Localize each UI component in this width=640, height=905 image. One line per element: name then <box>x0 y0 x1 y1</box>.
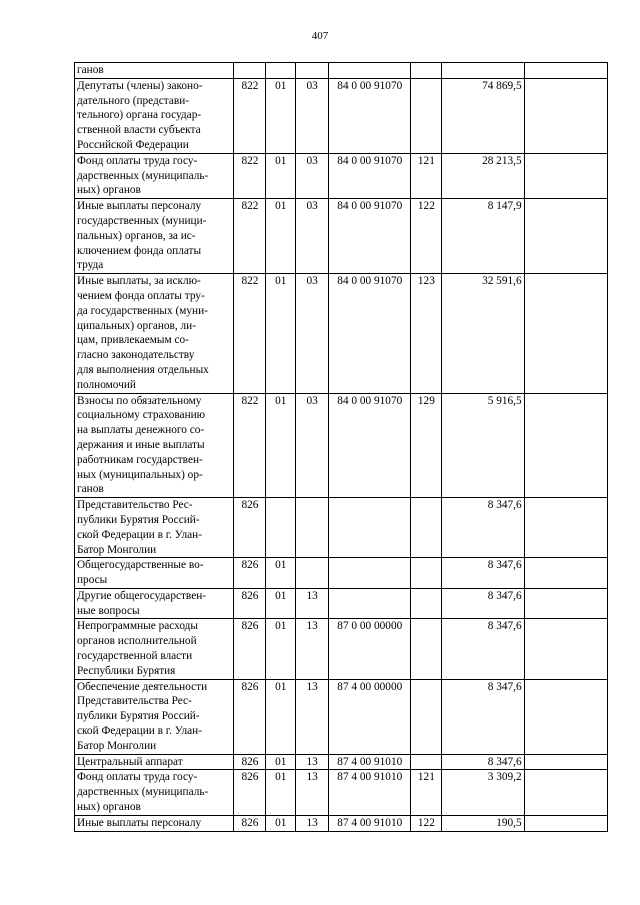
amount-cell: 3 309,2 <box>442 770 524 815</box>
subsection-cell <box>296 558 329 589</box>
table-row <box>75 588 608 619</box>
section-cell: 01 <box>266 153 296 198</box>
target-item-cell <box>329 63 411 79</box>
empty-cell <box>524 78 607 153</box>
budget-code-cell: 826 <box>234 754 266 770</box>
item-name-line: органов исполнительной <box>77 635 197 648</box>
expense-type-cell <box>411 558 442 589</box>
item-name-line: Батор Монголии <box>77 543 157 556</box>
amount-cell: 8 347,6 <box>442 588 524 619</box>
item-name-line: Российской Федерации <box>77 138 189 151</box>
target-item-cell: 87 4 00 91010 <box>329 815 411 831</box>
subsection-cell: 03 <box>296 393 329 498</box>
budget-code-cell: 822 <box>234 78 266 153</box>
item-name-line: Батор Монголии <box>77 739 157 752</box>
target-item-cell: 87 4 00 00000 <box>329 679 411 754</box>
section-cell: 01 <box>266 770 296 815</box>
expense-type-cell <box>411 619 442 679</box>
item-name-line: ключением фонда оплаты <box>77 244 202 257</box>
empty-cell <box>524 153 607 198</box>
empty-cell <box>524 274 607 393</box>
item-name-cell <box>75 498 234 558</box>
item-name-line: Другие общегосударствен- <box>77 589 207 602</box>
item-name-line: работникам государствен- <box>77 453 203 466</box>
item-name-line: ных) органов <box>77 184 141 197</box>
target-item-cell: 84 0 00 91070 <box>329 393 411 498</box>
item-name-line: ных (муниципальных) ор- <box>77 468 203 481</box>
item-name-line: чением фонда оплаты тру- <box>77 289 205 302</box>
budget-code-cell: 826 <box>234 619 266 679</box>
item-name-line: Представительства Рес- <box>77 695 192 708</box>
target-item-cell: 87 4 00 91010 <box>329 754 411 770</box>
subsection-cell <box>296 63 329 79</box>
item-name-line: Фонд оплаты труда госу- <box>77 771 198 784</box>
budget-code-cell: 826 <box>234 770 266 815</box>
amount-cell: 8 347,6 <box>442 558 524 589</box>
table-row <box>75 274 608 393</box>
section-cell: 01 <box>266 754 296 770</box>
amount-cell: 74 869,5 <box>442 78 524 153</box>
expense-type-cell: 121 <box>411 153 442 198</box>
subsection-cell: 03 <box>296 199 329 274</box>
item-name-line: Иные выплаты персоналу <box>77 816 202 829</box>
item-name-line: Представительство Рес- <box>77 499 193 512</box>
item-name-line: ципальных) органов, ли- <box>77 319 196 332</box>
empty-cell <box>524 619 607 679</box>
section-cell: 01 <box>266 393 296 498</box>
amount-cell <box>442 63 524 79</box>
item-name-line: государственной власти <box>77 650 193 663</box>
empty-cell <box>524 815 607 831</box>
subsection-cell: 13 <box>296 770 329 815</box>
budget-code-cell: 822 <box>234 153 266 198</box>
item-name-line: Центральный аппарат <box>77 755 183 768</box>
section-cell: 01 <box>266 199 296 274</box>
subsection-cell: 13 <box>296 679 329 754</box>
subsection-cell: 03 <box>296 153 329 198</box>
budget-code-cell: 826 <box>234 498 266 558</box>
table-row <box>75 199 608 274</box>
budget-table <box>74 62 608 832</box>
item-name-line: Иные выплаты, за исклю- <box>77 275 201 288</box>
item-name-cell <box>75 679 234 754</box>
item-name-line: Общегосударственные во- <box>77 559 204 572</box>
subsection-cell: 13 <box>296 754 329 770</box>
item-name-line: цам, привлекаемым со- <box>77 334 189 347</box>
item-name-line: пальных) органов, за ис- <box>77 229 196 242</box>
item-name-line: на выплаты денежного со- <box>77 424 205 437</box>
subsection-cell: 13 <box>296 619 329 679</box>
target-item-cell: 87 4 00 91010 <box>329 770 411 815</box>
item-name-line: ственной власти субъекта <box>77 124 201 137</box>
budget-code-cell: 826 <box>234 588 266 619</box>
item-name-cell <box>75 619 234 679</box>
subsection-cell: 03 <box>296 274 329 393</box>
item-name-cell <box>75 153 234 198</box>
item-name-cell <box>75 770 234 815</box>
table-row <box>75 498 608 558</box>
item-name-cell <box>75 815 234 831</box>
table-row <box>75 63 608 79</box>
target-item-cell: 87 0 00 00000 <box>329 619 411 679</box>
target-item-cell: 84 0 00 91070 <box>329 78 411 153</box>
budget-code-cell: 826 <box>234 558 266 589</box>
expense-type-cell <box>411 63 442 79</box>
expense-type-cell <box>411 588 442 619</box>
expense-type-cell <box>411 679 442 754</box>
section-cell: 01 <box>266 274 296 393</box>
section-cell: 01 <box>266 78 296 153</box>
item-name-line: Иные выплаты персоналу <box>77 200 202 213</box>
target-item-cell: 84 0 00 91070 <box>329 153 411 198</box>
expense-type-cell <box>411 78 442 153</box>
item-name-line: публики Бурятия Россий- <box>77 513 200 526</box>
empty-cell <box>524 498 607 558</box>
target-item-cell: 84 0 00 91070 <box>329 199 411 274</box>
section-cell: 01 <box>266 588 296 619</box>
item-name-line: дарственных (муниципаль- <box>77 169 209 182</box>
item-name-line: гласно законодательству <box>77 349 195 362</box>
empty-cell <box>524 770 607 815</box>
page-number: 407 <box>311 30 329 42</box>
item-name-line: Непрограммные расходы <box>77 620 198 633</box>
expense-type-cell: 122 <box>411 199 442 274</box>
item-name-line: дательного (представи- <box>77 94 190 107</box>
item-name-line: полномочий <box>77 378 136 391</box>
amount-cell: 190,5 <box>442 815 524 831</box>
item-name-line: ской Федерации в г. Улан- <box>77 528 202 541</box>
budget-table-body <box>75 63 608 832</box>
item-name-line: труда <box>77 259 104 272</box>
empty-cell <box>524 588 607 619</box>
item-name-line: просы <box>77 574 108 587</box>
budget-code-cell: 822 <box>234 199 266 274</box>
item-name-line: Фонд оплаты труда госу- <box>77 154 198 167</box>
expense-type-cell: 129 <box>411 393 442 498</box>
amount-cell: 8 347,6 <box>442 679 524 754</box>
section-cell: 01 <box>266 815 296 831</box>
subsection-cell: 13 <box>296 815 329 831</box>
item-name-cell <box>75 274 234 393</box>
item-name-line: ные вопросы <box>77 604 140 617</box>
empty-cell <box>524 199 607 274</box>
table-row <box>75 770 608 815</box>
amount-cell: 32 591,6 <box>442 274 524 393</box>
section-cell: 01 <box>266 679 296 754</box>
item-name-line: ганов <box>77 483 104 496</box>
section-cell <box>266 498 296 558</box>
empty-cell <box>524 393 607 498</box>
table-row <box>75 558 608 589</box>
table-row <box>75 754 608 770</box>
item-name-cell <box>75 558 234 589</box>
budget-code-cell: 826 <box>234 815 266 831</box>
amount-cell: 28 213,5 <box>442 153 524 198</box>
target-item-cell <box>329 588 411 619</box>
item-name-cell <box>75 199 234 274</box>
section-cell: 01 <box>266 619 296 679</box>
subsection-cell: 03 <box>296 78 329 153</box>
item-name-line: ганов <box>77 64 104 76</box>
item-name-cell <box>75 754 234 770</box>
item-name-line: Республики Бурятия <box>77 664 176 677</box>
item-name-line: Обеспечение деятельности <box>77 680 208 693</box>
item-name-line: Взносы по обязательному <box>77 394 202 407</box>
amount-cell: 8 147,9 <box>442 199 524 274</box>
item-name-line: для выполнения отдельных <box>77 363 209 376</box>
expense-type-cell: 123 <box>411 274 442 393</box>
target-item-cell <box>329 558 411 589</box>
item-name-line: ской Федерации в г. Улан- <box>77 725 202 738</box>
section-cell <box>266 63 296 79</box>
section-cell: 01 <box>266 558 296 589</box>
item-name-line: дарственных (муниципаль- <box>77 786 209 799</box>
target-item-cell: 84 0 00 91070 <box>329 274 411 393</box>
item-name-cell <box>75 588 234 619</box>
item-name-line: Депутаты (члены) законо- <box>77 79 203 92</box>
item-name-line: ных) органов <box>77 801 141 814</box>
item-name-cell <box>75 393 234 498</box>
table-row <box>75 78 608 153</box>
table-row <box>75 393 608 498</box>
item-name-line: тельного) органа государ- <box>77 109 202 122</box>
amount-cell: 5 916,5 <box>442 393 524 498</box>
subsection-cell <box>296 498 329 558</box>
expense-type-cell <box>411 498 442 558</box>
amount-cell: 8 347,6 <box>442 498 524 558</box>
item-name-line: государственных (муници- <box>77 214 207 227</box>
budget-code-cell: 822 <box>234 274 266 393</box>
budget-code-cell <box>234 63 266 79</box>
amount-cell: 8 347,6 <box>442 754 524 770</box>
subsection-cell: 13 <box>296 588 329 619</box>
empty-cell <box>524 754 607 770</box>
item-name-line: социальному страхованию <box>77 409 206 422</box>
expense-type-cell: 122 <box>411 815 442 831</box>
empty-cell <box>524 63 607 79</box>
target-item-cell <box>329 498 411 558</box>
budget-code-cell: 826 <box>234 679 266 754</box>
expense-type-cell <box>411 754 442 770</box>
table-row <box>75 679 608 754</box>
item-name-cell <box>75 63 234 79</box>
budget-code-cell: 822 <box>234 393 266 498</box>
table-row <box>75 815 608 831</box>
table-row <box>75 619 608 679</box>
item-name-line: публики Бурятия Россий- <box>77 710 200 723</box>
amount-cell: 8 347,6 <box>442 619 524 679</box>
item-name-line: да государственных (муни- <box>77 304 208 317</box>
item-name-line: держания и иные выплаты <box>77 438 205 451</box>
table-row <box>75 153 608 198</box>
empty-cell <box>524 679 607 754</box>
empty-cell <box>524 558 607 589</box>
item-name-cell <box>75 78 234 153</box>
expense-type-cell: 121 <box>411 770 442 815</box>
